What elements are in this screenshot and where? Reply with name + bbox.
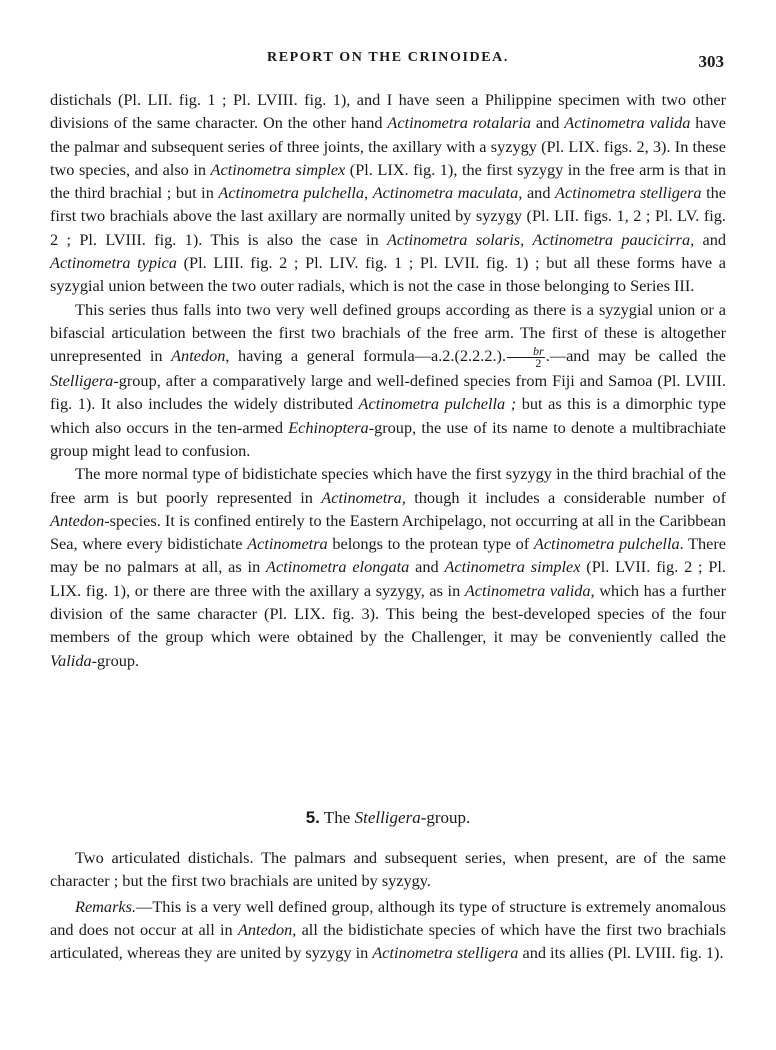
paragraph-1: distichals (Pl. LII. fig. 1 ; Pl. LVIII. fig. 1), and I have seen a Philippine specimen with two other divisions of the same character. On the other hand Actinometra rotalaria and Actinometra valida have the palmar and subsequent series of three joints, the axillary with a syzygy (Pl. LIX. figs. 2, 3). In these two species, and also in Actinometra simplex (Pl. LIX. fig. 1), the first syzygy in the free arm is that in the third brachial ; but in Actinometra pulchella, Actinometra maculata, and Actinometra stelligera the first two brachials above the last axillary are normally united by syzygy (Pl. LII. figs. 1, 2 ; Pl. LV. fig. 2 ; Pl. LVIII. fig. 1). This is also the case in Actinometra solaris, Actinometra paucicirra, and Actinometra typica (Pl. LIII. fig. 2 ; Pl. LIV. fig. 1 ; Pl. LVII. fig. 1) ; but all these forms have a syzygial union between the two outer radials, which is not the case in those belonging to Series III. <box>50 90 727 296</box>
formula-fraction: $\frac{br}{2}$ <box>507 346 545 369</box>
section-heading: 5. The Stelligera-group. <box>305 808 471 827</box>
page-number: 303 <box>698 52 724 71</box>
body-text <box>50 88 726 672</box>
running-head: REPORT ON THE CRINOIDEA. <box>267 50 509 65</box>
section-body <box>50 846 726 964</box>
general-formula: a.2.(2.2.2.). $\frac{br}{2}$ <box>430 344 544 371</box>
section-paragraph-2: Remarks.—This is a very well defined group, although its type of structure is extremely anomalous and does not occur at all in Antedon, all the bidistichate species of which have the first two brachials articulated, whereas they are united by syzygy in Actinometra stelligera and its allies (Pl. LVIII. fig. 1). <box>50 896 727 963</box>
section-paragraph-1: Two articulated distichals. The palmars and subsequent series, when present, are of the same character ; but the first two brachials are united by syzygy. <box>50 848 726 891</box>
paragraph-3: The more normal type of bidistichate species which have the first syzygy in the third brachial of the free arm is but poorly represented in Actinometra, though it includes a considerable number of Antedon-species. It is confined entirely to the Eastern Archipelago, not occurring at all in the Caribbean Sea, where every bidistichate Actinometra belongs to the protean type of Actinometra pulchella. There may be no palmars at all, as in Actinometra elongata and Actinometra simplex (Pl. LVII. fig. 2 ; Pl. LIX. fig. 1), or there are three with the axillary a syzygy, as in Actinometra valida, which has a further division of the same character (Pl. LIX. fig. 3). This being the best-developed species of the four members of the group which were obtained by the Challenger, it may be conveniently called the Valida-group. <box>50 464 727 670</box>
paragraph-2: This series thus falls into two very well defined groups according as there is a syzygial union or a bifascial articulation between the first two brachials of the free arm. The first of these is altogether unrepresented in Antedon, having a general formula—a.2.(2.2.2.). $\frac{br}{2}$ .—and may be called the Stelligera-group, after a comparatively large and well-defined species from Fiji and Samoa (Pl. LVIII. fig. 1). It also includes the widely distributed Actinometra pulchella ; but as this is a dimorphic type which also occurs in the ten-armed Echinoptera-group, the use of its name to denote a multibrachiate group might lead to confusion. <box>50 299 727 460</box>
